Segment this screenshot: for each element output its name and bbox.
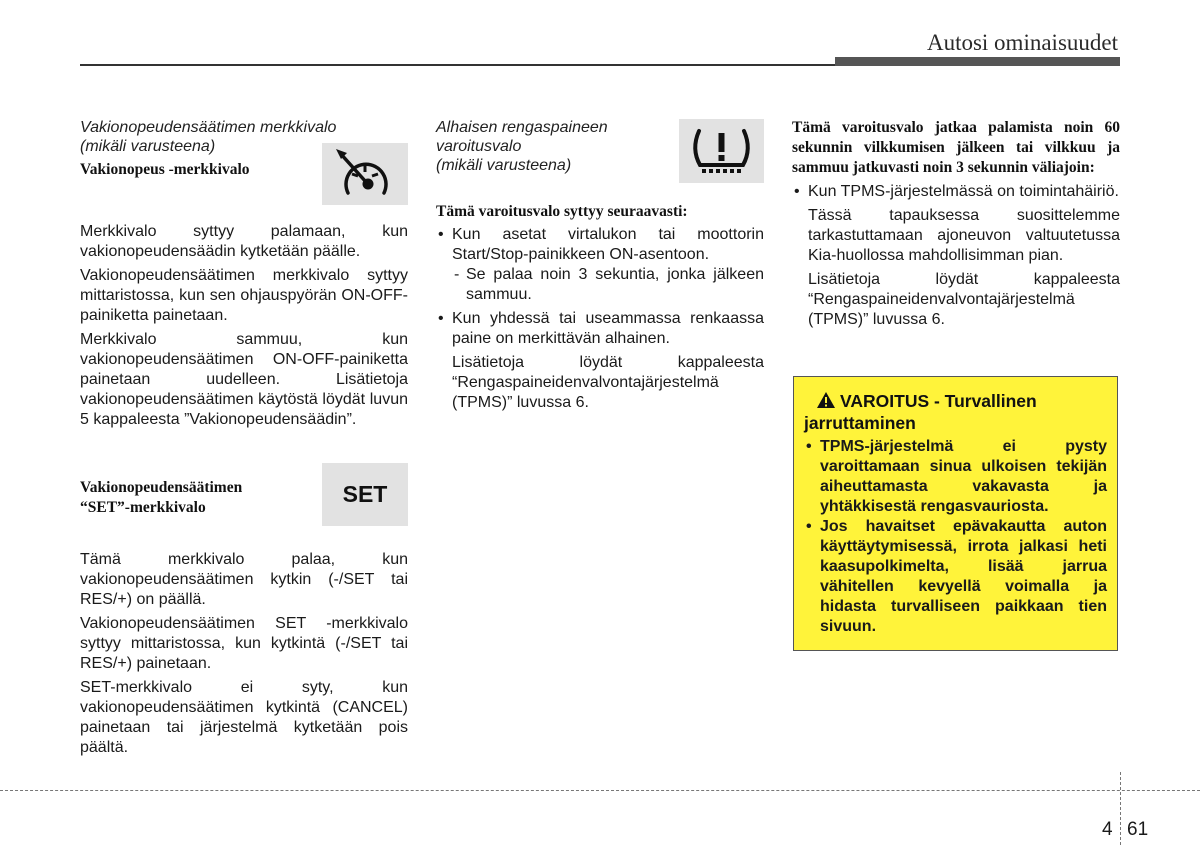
paragraph: Tämä merkkivalo palaa, kun vakionopeudensäätimen kytkin (-/SET tai RES/+) on päällä. — [80, 551, 408, 608]
intro-paragraph: Tämä varoitusvalo jatkaa palamista noin 60 sekunnin vilkkumisen jälkeen tai vilkkuu ja sammuu jatkuvasti noin 3 sekunnin väliajoin: — [792, 119, 1120, 176]
malfunction-list — [792, 182, 1120, 202]
paragraph: Merkkivalo sammuu, kun vakionopeudensäätimen ON-OFF-painiketta painetaan uudelleen. Lisätietoja vakionopeudensäätimen käytöstä löydät luvun 5 kappaleesta ”Vakionopeudensäädin”. — [80, 331, 408, 428]
warning-title: VAROITUS - Turvallinen jarruttaminen — [804, 391, 1037, 433]
section-title: Alhaisen rengaspaineen — [436, 119, 608, 136]
chapter-number: 4 — [1102, 819, 1113, 840]
section-subtitle: Tämä varoitusvalo syttyy seuraavasti: — [436, 203, 688, 220]
section-subtitle: “SET”-merkkivalo — [80, 499, 206, 516]
cruise-speedometer-icon — [322, 143, 408, 205]
set-indicator-icon — [322, 463, 408, 526]
column-cruise-control — [80, 118, 408, 758]
section-title: Vakionopeudensäätimen merkkivalo — [80, 119, 337, 136]
section-subtitle: Vakionopeus -merkkivalo — [80, 161, 250, 178]
warning-item: • Jos havaitset epävakautta auton käyttäytymisessä, irrota jalkasi heti kaasupolkimelta, lisää jarrua vähitellen kevyellä voimalla ja hidasta turvalliseen paikkaan tien sivuun. — [804, 517, 1107, 637]
warning-box — [793, 376, 1118, 651]
page-number: 61 — [1127, 819, 1149, 840]
list-item: • Kun yhdessä tai useammassa renkaassa paine on merkittävän alhainen. — [436, 309, 764, 349]
paragraph: Merkkivalo syttyy palamaan, kun vakionopeudensäädin kytketään päälle. — [80, 223, 408, 260]
column-tpms-malfunction — [792, 118, 1120, 330]
section-subtitle: Vakionopeudensäätimen — [80, 479, 243, 496]
header-rule — [80, 64, 835, 66]
header-bar — [835, 57, 1120, 66]
warning-item: • TPMS-järjestelmä ei pysty varoittamaan sinua ulkoisen tekijän aiheuttamasta vakavasta ja yhtäkkisestä rengasvauriosta. — [804, 437, 1107, 517]
section-title-note: (mikäli varusteena) — [436, 157, 572, 174]
section-title: varoitusvalo — [436, 138, 522, 155]
condition-list — [436, 225, 764, 265]
note-paragraph: Lisätietoja löydät kappaleesta “Rengaspaineidenvalvontajärjestelmä (TPMS)” luvussa 6. — [808, 271, 1120, 328]
list-subitem: - Se palaa noin 3 sekuntia, jonka jälkeen sammuu. — [454, 266, 764, 303]
tpms-warning-icon — [679, 119, 764, 183]
paragraph: SET-merkkivalo ei syty, kun vakionopeudensäätimen kytkintä (CANCEL) painetaan tai järjestelmä kytketään pois päältä. — [80, 679, 408, 756]
list-item: • Kun TPMS-järjestelmässä on toimintahäiriö. — [792, 182, 1120, 202]
paragraph: Vakionopeudensäätimen merkkivalo syttyy mittaristossa, kun sen ohjauspyörän ON-OFF-painiketta painetaan. — [80, 267, 408, 324]
note-paragraph: Lisätietoja löydät kappaleesta “Rengaspaineidenvalvontajärjestelmä (TPMS)” luvussa 6. — [452, 354, 764, 411]
warning-triangle-icon — [816, 391, 836, 413]
condition-list — [436, 309, 764, 349]
paragraph: Vakionopeudensäätimen SET -merkkivalo syttyy mittaristossa, kun kytkintä (-/SET tai RES/+) painetaan. — [80, 615, 408, 672]
warning-list — [804, 437, 1107, 637]
section-title-note: (mikäli varusteena) — [80, 138, 216, 155]
note-paragraph: Tässä tapauksessa suosittelemme tarkastuttamaan ajoneuvon valtuutetussa Kia-huollossa mahdollisimman pian. — [808, 207, 1120, 264]
footer-dashed-rule — [0, 790, 1200, 791]
page-header-title: Autosi ominaisuudet — [926, 30, 1118, 55]
list-item: • Kun asetat virtalukon tai moottorin Start/Stop-painikkeen ON-asentoon. — [436, 225, 764, 265]
set-icon-label: SET — [342, 481, 388, 507]
footer-divider — [1120, 772, 1121, 845]
